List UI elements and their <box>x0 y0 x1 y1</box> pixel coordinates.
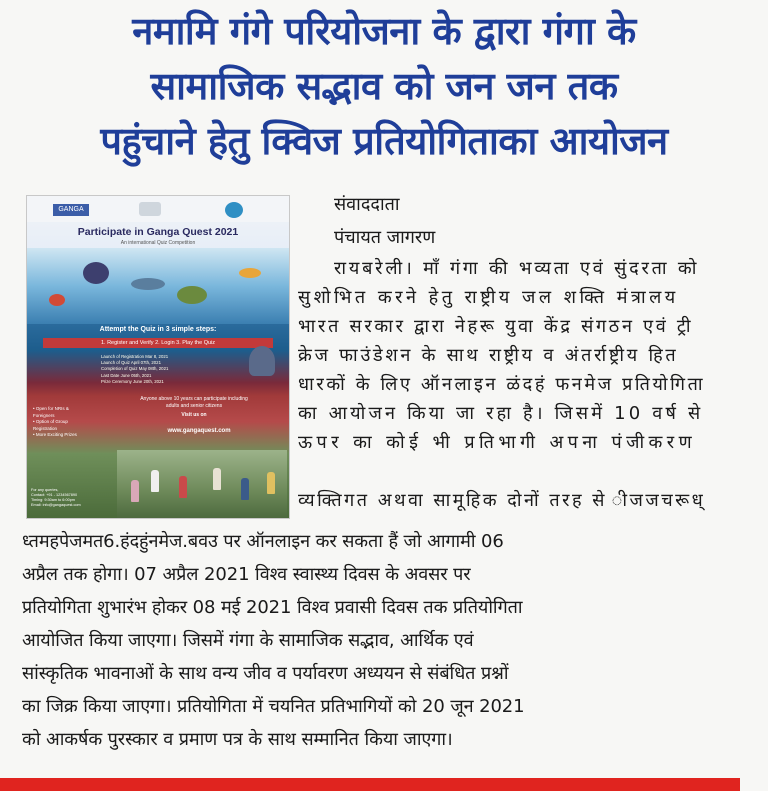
person-figure <box>267 472 275 494</box>
body-line: रायबरेली। माँ गंगा की भव्यता एवं सुंदरता को <box>334 258 700 279</box>
poster-title: Participate in Ganga Quest 2021 <box>77 226 239 238</box>
poster-steps-bar: 1. Register and Verify 2. Login 3. Play the Quiz <box>43 338 273 348</box>
poster-visit-label: Visit us on <box>181 412 207 418</box>
bird-icon <box>249 346 275 376</box>
byline <box>334 188 435 254</box>
poster-contact-line: For any queries, <box>31 488 59 492</box>
poster-logo-strip <box>27 196 289 222</box>
poster-people-photo <box>117 450 287 518</box>
body-line: व्यक्तिगत अथवा सामूहिक दोनों तरह से ीजजचरूध् <box>298 490 706 511</box>
poster-date-list <box>101 354 187 385</box>
headline-line: पहुंचाने हेतु क्विज प्रतियोगिताका आयोजन <box>100 119 668 163</box>
poster-date-item: Launch of Registration Mar 8, 2021 <box>101 354 169 359</box>
poster-contact <box>31 488 103 508</box>
person-figure <box>179 476 187 498</box>
fish-icon <box>239 268 261 278</box>
byline-publication: पंचायत जागरण <box>334 227 436 248</box>
tree-craze-logo <box>225 202 243 218</box>
poster-bullet: • Open for NRIs & Foreigners <box>33 406 69 418</box>
body-line: को आकर्षक पुरस्कार व प्रमाण पत्र के साथ सम्मानित किया जाएगा। <box>22 729 453 750</box>
body-line: क्रेज फाउंडेशन के साथ राष्ट्रीय व अंतर्राष्ट्रीय हित <box>298 345 679 366</box>
body-line: धारकों के लिए ऑनलाइन ळंदहं फनमेज प्रतियोगिता <box>298 374 706 395</box>
body-line: का जिक्र किया जाएगा। प्रतियोगिता में चयनित प्रतिभागियों को 20 जून 2021 <box>22 696 525 717</box>
poster-steps-heading: Attempt the Quiz in 3 simple steps: <box>99 326 217 333</box>
body-line: अप्रैल तक होगा। 07 अप्रैल 2021 विश्व स्वास्थ्य दिवस के अवसर पर <box>22 564 471 585</box>
poster-url: www.gangaquest.com <box>167 428 231 434</box>
poster-bullet: • More Exciting Prizes <box>33 432 77 437</box>
crab-icon <box>49 294 65 306</box>
ganga-quest-poster-image <box>26 195 290 519</box>
person-figure <box>131 480 139 502</box>
person-figure <box>241 478 249 500</box>
poster-bullets <box>33 406 77 439</box>
turtle-icon <box>177 286 207 304</box>
poster-date-item: Launch of Quiz April 07th, 2021 <box>101 360 161 366</box>
byline-reporter: संवाददाता <box>334 194 400 215</box>
poster-contact-line: Email: info@gangaquest.com <box>31 503 81 507</box>
poster-subtitle: An international Quiz Competition <box>120 240 196 246</box>
poster-date-item: Prize Ceremony June 20th, 2021 <box>101 378 164 384</box>
poster-bullet: • Option of Group Registration <box>33 419 68 431</box>
poster-eligibility <box>139 396 249 419</box>
nyks-logo <box>139 202 161 216</box>
bottom-red-rule <box>0 778 740 791</box>
body-line: ऊपर का कोई भी प्रतिभागी अपना पंजीकरण <box>298 432 697 453</box>
dolphin-icon <box>131 278 165 290</box>
headline <box>18 4 750 169</box>
person-figure <box>213 468 221 490</box>
poster-date-item: Last Date June 05th, 2021 <box>101 372 152 378</box>
body-line: सुशोभित करने हेतु राष्ट्रीय जल शक्ति मंत्रालय <box>298 287 679 308</box>
person-figure <box>151 470 159 492</box>
poster-date-item: Completion of Quiz May 08th, 2021 <box>101 366 169 372</box>
body-line: आयोजित किया जाएगा। जिसमें गंगा के सामाजिक सद्भाव, आर्थिक एवं <box>22 630 474 651</box>
poster-contact-line: Contact: +91 - 1234567890 <box>31 493 78 497</box>
poster-eligibility-text: Anyone above 10 years can participate including adults and senior citizens <box>140 396 248 409</box>
body-line: प्रतियोगिता शुभारंभ होकर 08 मई 2021 विश्व प्रवासी दिवस तक प्रतियोगिता <box>22 597 523 618</box>
body-line: सांस्कृतिक भावनाओं के साथ वन्य जीव व पर्यावरण अध्ययन से संबंधित प्रश्नों <box>22 663 509 684</box>
namami-gange-logo: GANGA <box>53 204 89 216</box>
poster-contact-line: Timing: 9:30am to 6:00pm <box>31 498 75 502</box>
body-line: का आयोजन किया जा रहा है। जिसमें 10 वर्ष से <box>298 403 704 424</box>
body-line: ध्तमहपेजमत6.हंदहुंनमेज.बवउ पर ऑनलाइन कर सकता हैं जो आगामी 06 <box>22 531 504 552</box>
octopus-icon <box>83 262 109 284</box>
headline-line: सामाजिक सद्भाव को जन जन तक <box>150 64 618 108</box>
poster-sea-illustration <box>27 248 289 324</box>
headline-line: नमामि गंगे परियोजना के द्वारा गंगा के <box>132 9 636 53</box>
body-line: भारत सरकार द्वारा नेहरू युवा केंद्र संगठन एवं ट्री <box>298 316 694 337</box>
